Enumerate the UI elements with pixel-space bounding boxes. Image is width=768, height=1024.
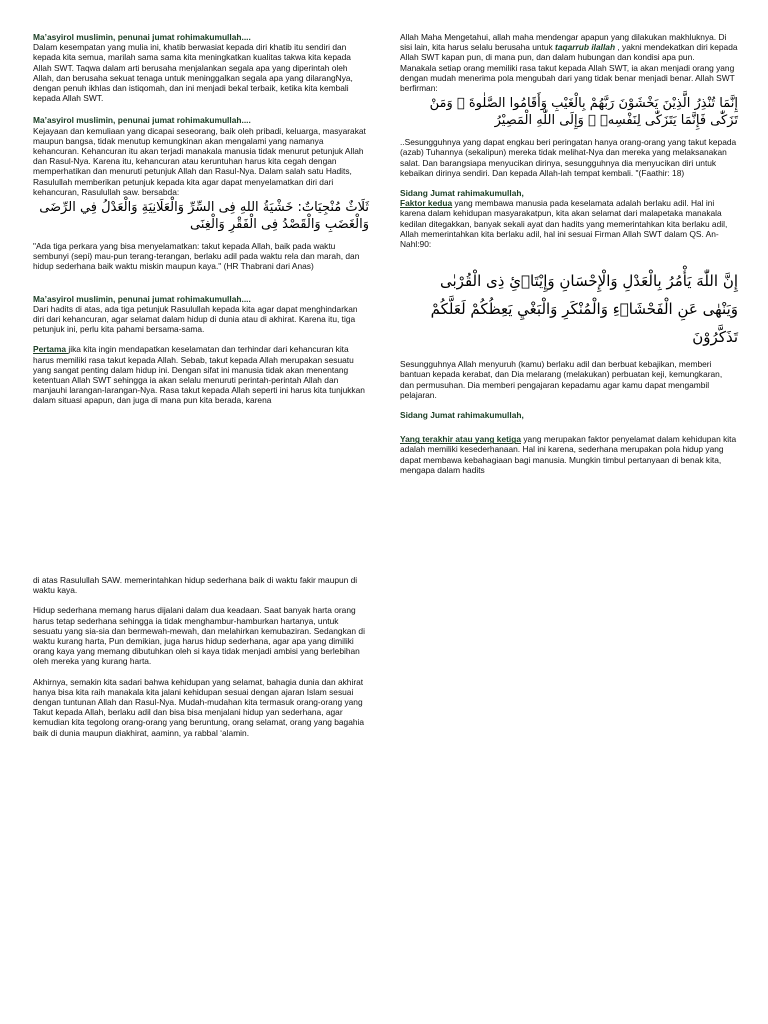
section-heading: Sidang Jumat rahimakumullah, xyxy=(400,188,524,199)
arabic-verse-faathir: إِنَّمَا تُنْذِرُ الَّذِيْنَ يَخْشَوْنَ رَبَّهُمْ بِالْغَيْبِ وَأَقَامُوا الصَّلٰوةَ ۚ وَمَنْ تَزَكّٰى فَإِنَّمَا يَتَزَكّٰى لِنَفْسِهٖ ۚ وَإِلَى اللّٰهِ الْمَصِيْرُ xyxy=(429,96,738,129)
left-column xyxy=(33,32,369,418)
text-run: , yakni mendekatkan diri kepada Allah SWT kapan pun, di mana pun, dan dalam hubungan dan kondisi apa pun. xyxy=(400,42,738,63)
arabic-verse-annahl: إِنَّ اللّٰهَ يَأْمُرُ بِالْعَدْلِ وَالْإِحْسَانِ وَإِيْتَاۤئِ ذِى الْقُرْبٰى وَيَنْهٰى عَنِ الْفَحْشَاۤءِ وَالْمُنْكَرِ وَالْبَغْيِ يَعِظُكُمْ لَعَلَّكُمْ تَذَكَّرُوْنَ xyxy=(430,272,738,347)
bottom-column xyxy=(33,575,369,748)
third-point-label: Yang terakhir atau yang ketiga xyxy=(400,434,522,445)
verse-translation: Sesungguhnya Allah menyuruh (kamu) berlaku adil dan berbuat kebajikan, memberi bantuan kepada kerabat, dan Dia melarang (melakukan) perbuatan keji, kemungkaran, dan permusuhan. Dia memberi pengajaran kepadamu agar kamu dapat mengambil pelajaran. xyxy=(400,359,723,400)
section-2 xyxy=(33,115,369,271)
text-run: yang merupakan faktor penyelamat dalam kehidupan kita adalah memiliki kesederhanaan. Hal ini karena, sederhana merupakan pola hidup yang dapat membawa kebahagiaan bagi manusia. Mungkin timbul pertanyaan di benak kita, mengapa dalam hadits xyxy=(400,434,737,475)
paragraph: Manakala setiap orang memiliki rasa takut kepada Allah SWT, ia akan menjadi orang yang dengan mudah menerima pola mengubah dari yang tidak benar menjadi benar. Allah SWT berfirman: xyxy=(400,62,735,94)
paragraph: Dalam kesempatan yang mulia ini, khatib berwasiat kepada diri khatib itu sendiri dan kepada kita semua, marilah sama sama kita meningkatkan kualitas takwa kita kepada Allah SWT. Taqwa dalam arti berusaha menjalankan segala apa yang diperintah oleh Allah, dan berusaha sekuat tenaga untuk meninggalkan segala apa yang dilarangNya, dengan penuh ikhlas dan istiqomah, dan ini menjadi bekal terbaik, ketika kita kembali kepada Allah SWT. xyxy=(33,42,353,104)
first-point-text: jika kita ingin mendapatkan keselamatan dan terhindar dari kehancuran kita harus memiliki rasa takut kepada Allah. Sebab, takut kepada Allah merupakan sesuatu yang sangat penting dalam hidup ini. Dengan sifat ini manusia tidak akan menentang ketentuan Allah SWT sehingga ia akan selalu menuruti perintah-perintah Allah dan manjauhi larangan-larangan-Nya. Rasa takut kepada Allah seperti ini harus kita tunjukkan dalam situasi apapun, dan juga di mana pun kita berada, karena xyxy=(33,344,365,406)
paragraph-third-point xyxy=(400,434,738,475)
text-run: yang membawa manusia pada keselamata adalah berlaku adil. Hal ini karena dalam kehidupan masyarakatpun, kita akan selamat dari malapetaka manakala kedilan ditegakkan, banyak sekali ayat dan hadits yang memerintahkan kita berlaku adil, Allah memerintahkan kita berlaku adil, hal ini sesuai Firman Allah SWT dalam QS. An-Nahl:90: xyxy=(400,198,728,250)
text-run: Allah Maha Mengetahui, allah maha mendengar apapun yang dilakukan makhluknya. Di sisi lain, kita harus selalu berusaha untuk xyxy=(400,32,727,53)
paragraph xyxy=(400,32,738,63)
right-column xyxy=(400,32,738,485)
first-point-label: Pertama xyxy=(33,344,69,355)
section-heading: Ma’asyirol muslimin, penunai jumat rohimakumullah.... xyxy=(33,32,251,42)
closing-paragraph: Akhirnya, semakin kita sadari bahwa kehidupan yang selamat, bahagia dunia dan akhirat hanya bisa kita raih manakala kita jalani kehidupan sesuai dengan ajaran Islam sesuai dengan tuntunan Allah dan Rasul-Nya. Mudah-mudahan kita termasuk orang-orang yang Takut kepada Allah, berlaku adil dan bisa bisa menjalani hidup yan sederhana, agar kemudian kita tegolong orang-orang yang beruntung, orang selamat, orang yang bagahia baik di dunia maupun diakhirat, aaminn, ya rabbal ‘alamin. xyxy=(33,676,365,738)
hadith-translation: "Ada tiga perkara yang bisa menyelamatkan: takut kepada Allah, baik pada waktu sembunyi (sepi) mau-pun terang-terangan, berlaku adil pada waktu rela dan marah, dan hidup sederhana baik waktu miskin maupun kaya." (HR Thabrani dari Anas) xyxy=(33,241,360,272)
paragraph: di atas Rasulullah SAW. memerintahkan hidup sederhana baik di waktu fakir maupun di waktu kaya. xyxy=(33,575,358,596)
section-3 xyxy=(33,294,369,406)
section-heading: Ma’asyirol muslimin, penunai jumat rohimakumullah.... xyxy=(33,115,251,126)
paragraph: Dari hadits di atas, ada tiga petunjuk Rasulullah kepada kita agar dapat menghindarkan diri dari kehancuran, agar selamat dalam hidup di dunia atau di akhirat. Karena itu, tiga petunjuk ini, perlu kita pahami bersama-sama. xyxy=(33,303,358,335)
paragraph: Kejayaan dan kemuliaan yang dicapai seseorang, baik oleh pribadi, keluarga, masyarakat maupun bangsa, tidak menutup kemungkinan akan mengalami yang namanya kehancuran. Kehancuran itu akan terjadi manakala manusia tidak menurut petunjuk Allah dan Rasul-Nya. Karena itu, kehancuran atau keruntuhan harus kita cegah dengan memperhatikan dan menuruti petunjuk Allah dan Rasul-Nya. Dalam salah satu Hadits, Rasulullah memberikan petunjuk kepada kita agar dapat menyelamatkan diri dari kehancuran, Rasulullah saw. bersabda: xyxy=(33,125,366,197)
arabic-hadith: ثَلَاثٌ مُنْجِيَاتٌ: خَشْيَةُ اللهِ فِى السِّرِّ وَالْعَلَانِيَةِ وَالْعَدْلُ فِي الرِّضَى وَالْغَضَبِ وَالْقَصْدُ فِى الْفَقْرِ وَالْغِنَى xyxy=(39,200,369,233)
paragraph-second-point xyxy=(400,198,738,249)
section-heading: Ma’asyirol muslimin, penunai jumat rohimakumullah.... xyxy=(33,293,251,304)
emphasis-taqarrub: taqarrub ilallah xyxy=(555,42,616,53)
paragraph: Hidup sederhana memang harus dijalani dalam dua keadaan. Saat banyak harta orang harus tetap sederhana sehingga ia tidak menghambur-hamburkan hartanya, untuk sesuatu yang sia-sia dan bermewah-mewah, dan melahirkan kemubaziran. Sedangkan di waktu kurang harta, Pun demikian, juga harus hidup sederhana, agar apa yang dimiliki orang kaya yang memang dibutuhkan oleh si kaya tidak menjadi ambisi yang berlebihan oleh mereka yang kurang harta. xyxy=(33,605,365,667)
paragraph-first-point xyxy=(33,344,369,405)
section-1 xyxy=(33,32,369,103)
section-heading: Sidang Jumat rahimakumullah, xyxy=(400,410,524,421)
verse-translation: ..Sesungguhnya yang dapat engkau beri peringatan hanya orang-orang yang takut kepada (azab) Tuhannya (sekalipun) mereka tidak melihat-Nya dan mereka yang melaksanakan salat. Dan barangsiapa menyucikan dirinya, sesungguhnya dia menyucikan diri untuk kebaikan dirinya sendiri. Dan kepada Allah-lah tempat kembali. "(Faathir: 18) xyxy=(400,137,737,178)
second-point-label: Faktor kedua xyxy=(400,198,453,209)
